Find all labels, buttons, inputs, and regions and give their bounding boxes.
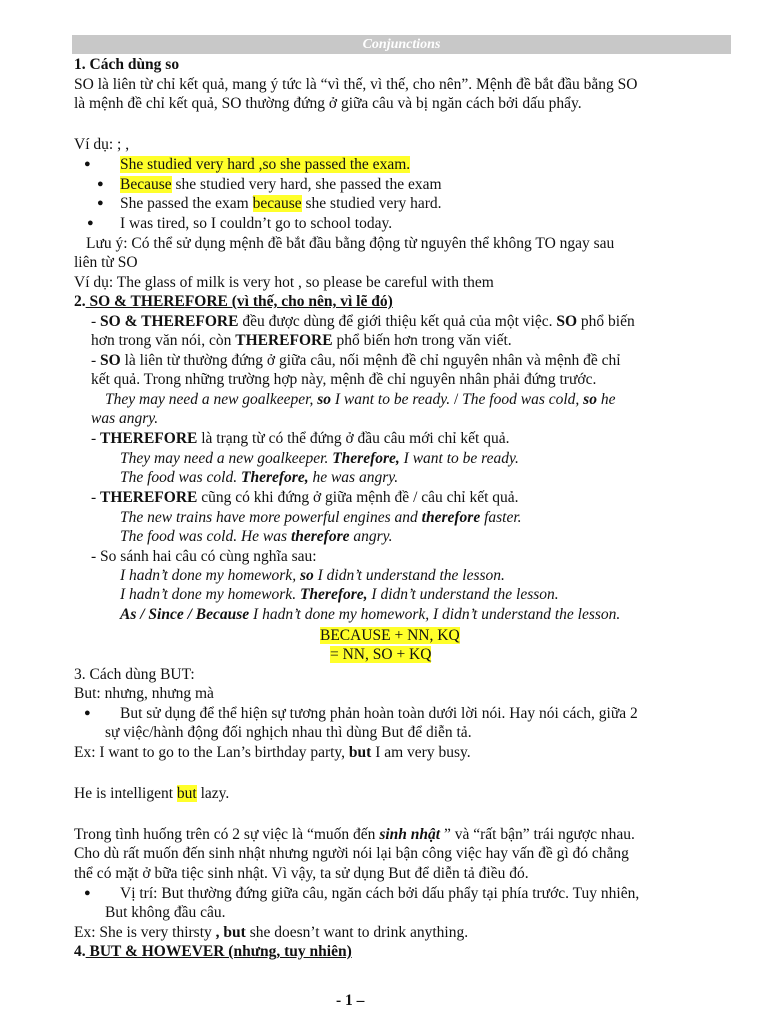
s3-paragraph-line-2: Cho dù rất muốn đến sinh nhật nhưng người nói lại bận công việc hay vấn đề gì đó chẳng — [74, 845, 629, 862]
example-label: Ví dụ: ; , — [74, 136, 130, 153]
section-number: 4. — [74, 943, 86, 960]
s2-compare-intro: - So sánh hai câu có cùng nghĩa sau: — [91, 548, 317, 565]
highlighted-text: because — [252, 195, 302, 212]
highlighted-text: Because — [120, 176, 172, 193]
s3-position-line-1: Vị trí: But thường đứng giữa câu, ngăn cách bởi dấu phẩy tại phía trước. Tuy nhiên, — [120, 885, 640, 902]
s2-line-2: hơn trong văn nói, còn THEREFORE phổ biến hơn trong văn viết. — [91, 332, 512, 349]
bullet-icon: ● — [97, 178, 104, 190]
bullet-icon: ● — [84, 887, 91, 899]
formula-line-1 — [320, 626, 460, 645]
s2-line-therefore-2: - THEREFORE cũng có khi đứng ở giữa mệnh đề / câu chỉ kết quả. — [91, 489, 519, 506]
s2-example-4: The new trains have more powerful engines and therefore faster. — [120, 509, 522, 526]
s3-paragraph-line-3: thể có mặt ở bữa tiệc sinh nhật. Vì vậy, ta sử dụng But để diễn tả điều đó. — [74, 865, 529, 882]
s3-example-2: He is intelligent but lazy. — [74, 785, 230, 802]
highlighted-text: but — [176, 785, 197, 802]
example-sentence-3 — [120, 194, 442, 213]
section-title: SO & THEREFORE (vì thế, cho nên, vì lẽ đó) — [85, 293, 393, 310]
s2-example-3: The food was cold. Therefore, he was angry. — [120, 469, 399, 486]
s2-example-2: They may need a new goalkeeper. Therefore, I want to be ready. — [120, 450, 519, 467]
s2-compare-2: I hadn’t done my homework. Therefore, I didn’t understand the lesson. — [120, 586, 559, 603]
section-1-paragraph-line-2: là mệnh đề chỉ kết quả, SO thường đứng ở giữa câu và bị ngăn cách bởi dấu phẩy. — [74, 95, 582, 112]
s2-line-3: - SO là liên từ thường đứng ở giữa câu, nối mệnh đề chỉ nguyên nhân và mệnh đề chỉ — [91, 352, 621, 369]
example-sentence-1 — [120, 155, 410, 174]
s2-example-5: The food was cold. He was therefore angry. — [120, 528, 393, 545]
highlighted-text: She studied very hard ,so she passed the exam. — [120, 156, 411, 173]
section-number: 2. — [74, 293, 86, 310]
s2-line-4: kết quả. Trong những trường hợp này, mệnh đề chỉ nguyên nhân phải đứng trước. — [91, 371, 597, 388]
s3-line-3: sự việc/hành động đối nghịch nhau thì dùng But để diễn tả. — [105, 724, 472, 741]
note-example: Ví dụ: The glass of milk is very hot , so please be careful with them — [74, 274, 494, 291]
s3-example-3: Ex: She is very thirsty , but she doesn’t want to drink anything. — [74, 924, 469, 941]
note-line-2: liên từ SO — [74, 254, 138, 271]
section-4-heading — [74, 942, 352, 961]
bullet-icon: ● — [97, 197, 104, 209]
note-line-1: Lưu ý: Có thể sử dụng mệnh đề bắt đầu bằng động từ nguyên thể không TO ngay sau — [86, 235, 615, 252]
s2-example-1: They may need a new goalkeeper, so I want to be ready. / The food was cold, so he — [105, 391, 616, 408]
highlighted-text: BECAUSE + NN, KQ — [320, 627, 460, 644]
example-sentence-4: I was tired, so I couldn’t go to school today. — [120, 215, 393, 232]
section-title: BUT & HOWEVER (nhưng, tuy nhiên) — [85, 943, 352, 960]
s3-position-line-2: But không đầu câu. — [105, 904, 226, 921]
section-3-heading: 3. Cách dùng BUT: — [74, 666, 195, 683]
bullet-icon: ● — [84, 158, 91, 170]
sentence-text: She passed the exam — [120, 195, 253, 212]
s3-paragraph-line-1: Trong tình huống trên có 2 sự việc là “muốn đến sinh nhật ” và “rất bận” trái ngược nhau. — [74, 826, 635, 843]
s3-line-1: But: nhưng, nhưng mà — [74, 685, 214, 702]
s3-example-1: Ex: I want to go to the Lan’s birthday party, but I am very busy. — [74, 744, 471, 761]
section-2-heading — [74, 292, 393, 311]
document-title: Conjunctions — [72, 35, 731, 54]
s2-line-1: - SO & THEREFORE đều được dùng để giới thiệu kết quả của một việc. SO phổ biến — [91, 313, 635, 330]
section-1-paragraph-line-1: SO là liên từ chỉ kết quả, mang ý tức là “vì thế, vì thế, cho nên”. Mệnh đề bắt đầu bằng SO — [74, 76, 638, 93]
sentence-text: she studied very hard, she passed the exam — [171, 176, 442, 193]
s2-example-1-cont: was angry. — [91, 410, 159, 427]
bullet-icon: ● — [84, 707, 91, 719]
s2-compare-1: I hadn’t done my homework, so I didn’t understand the lesson. — [120, 567, 505, 584]
s2-compare-3: As / Since / Because I hadn’t done my homework, I didn’t understand the lesson. — [120, 606, 621, 623]
page-number: - 1 – — [336, 992, 365, 1009]
formula-line-2 — [330, 645, 431, 664]
example-sentence-2 — [120, 175, 442, 194]
s3-line-2: But sử dụng để thể hiện sự tương phản hoàn toàn dưới lời nói. Hay nói cách, giữa 2 — [120, 705, 638, 722]
sentence-text: she studied very hard. — [301, 195, 442, 212]
bullet-icon: ● — [87, 217, 94, 229]
highlighted-text: = NN, SO + KQ — [330, 646, 432, 663]
s2-line-therefore-1: - THEREFORE là trạng từ có thể đứng ở đầu câu mới chỉ kết quả. — [91, 430, 510, 447]
section-1-heading: 1. Cách dùng so — [74, 56, 180, 73]
